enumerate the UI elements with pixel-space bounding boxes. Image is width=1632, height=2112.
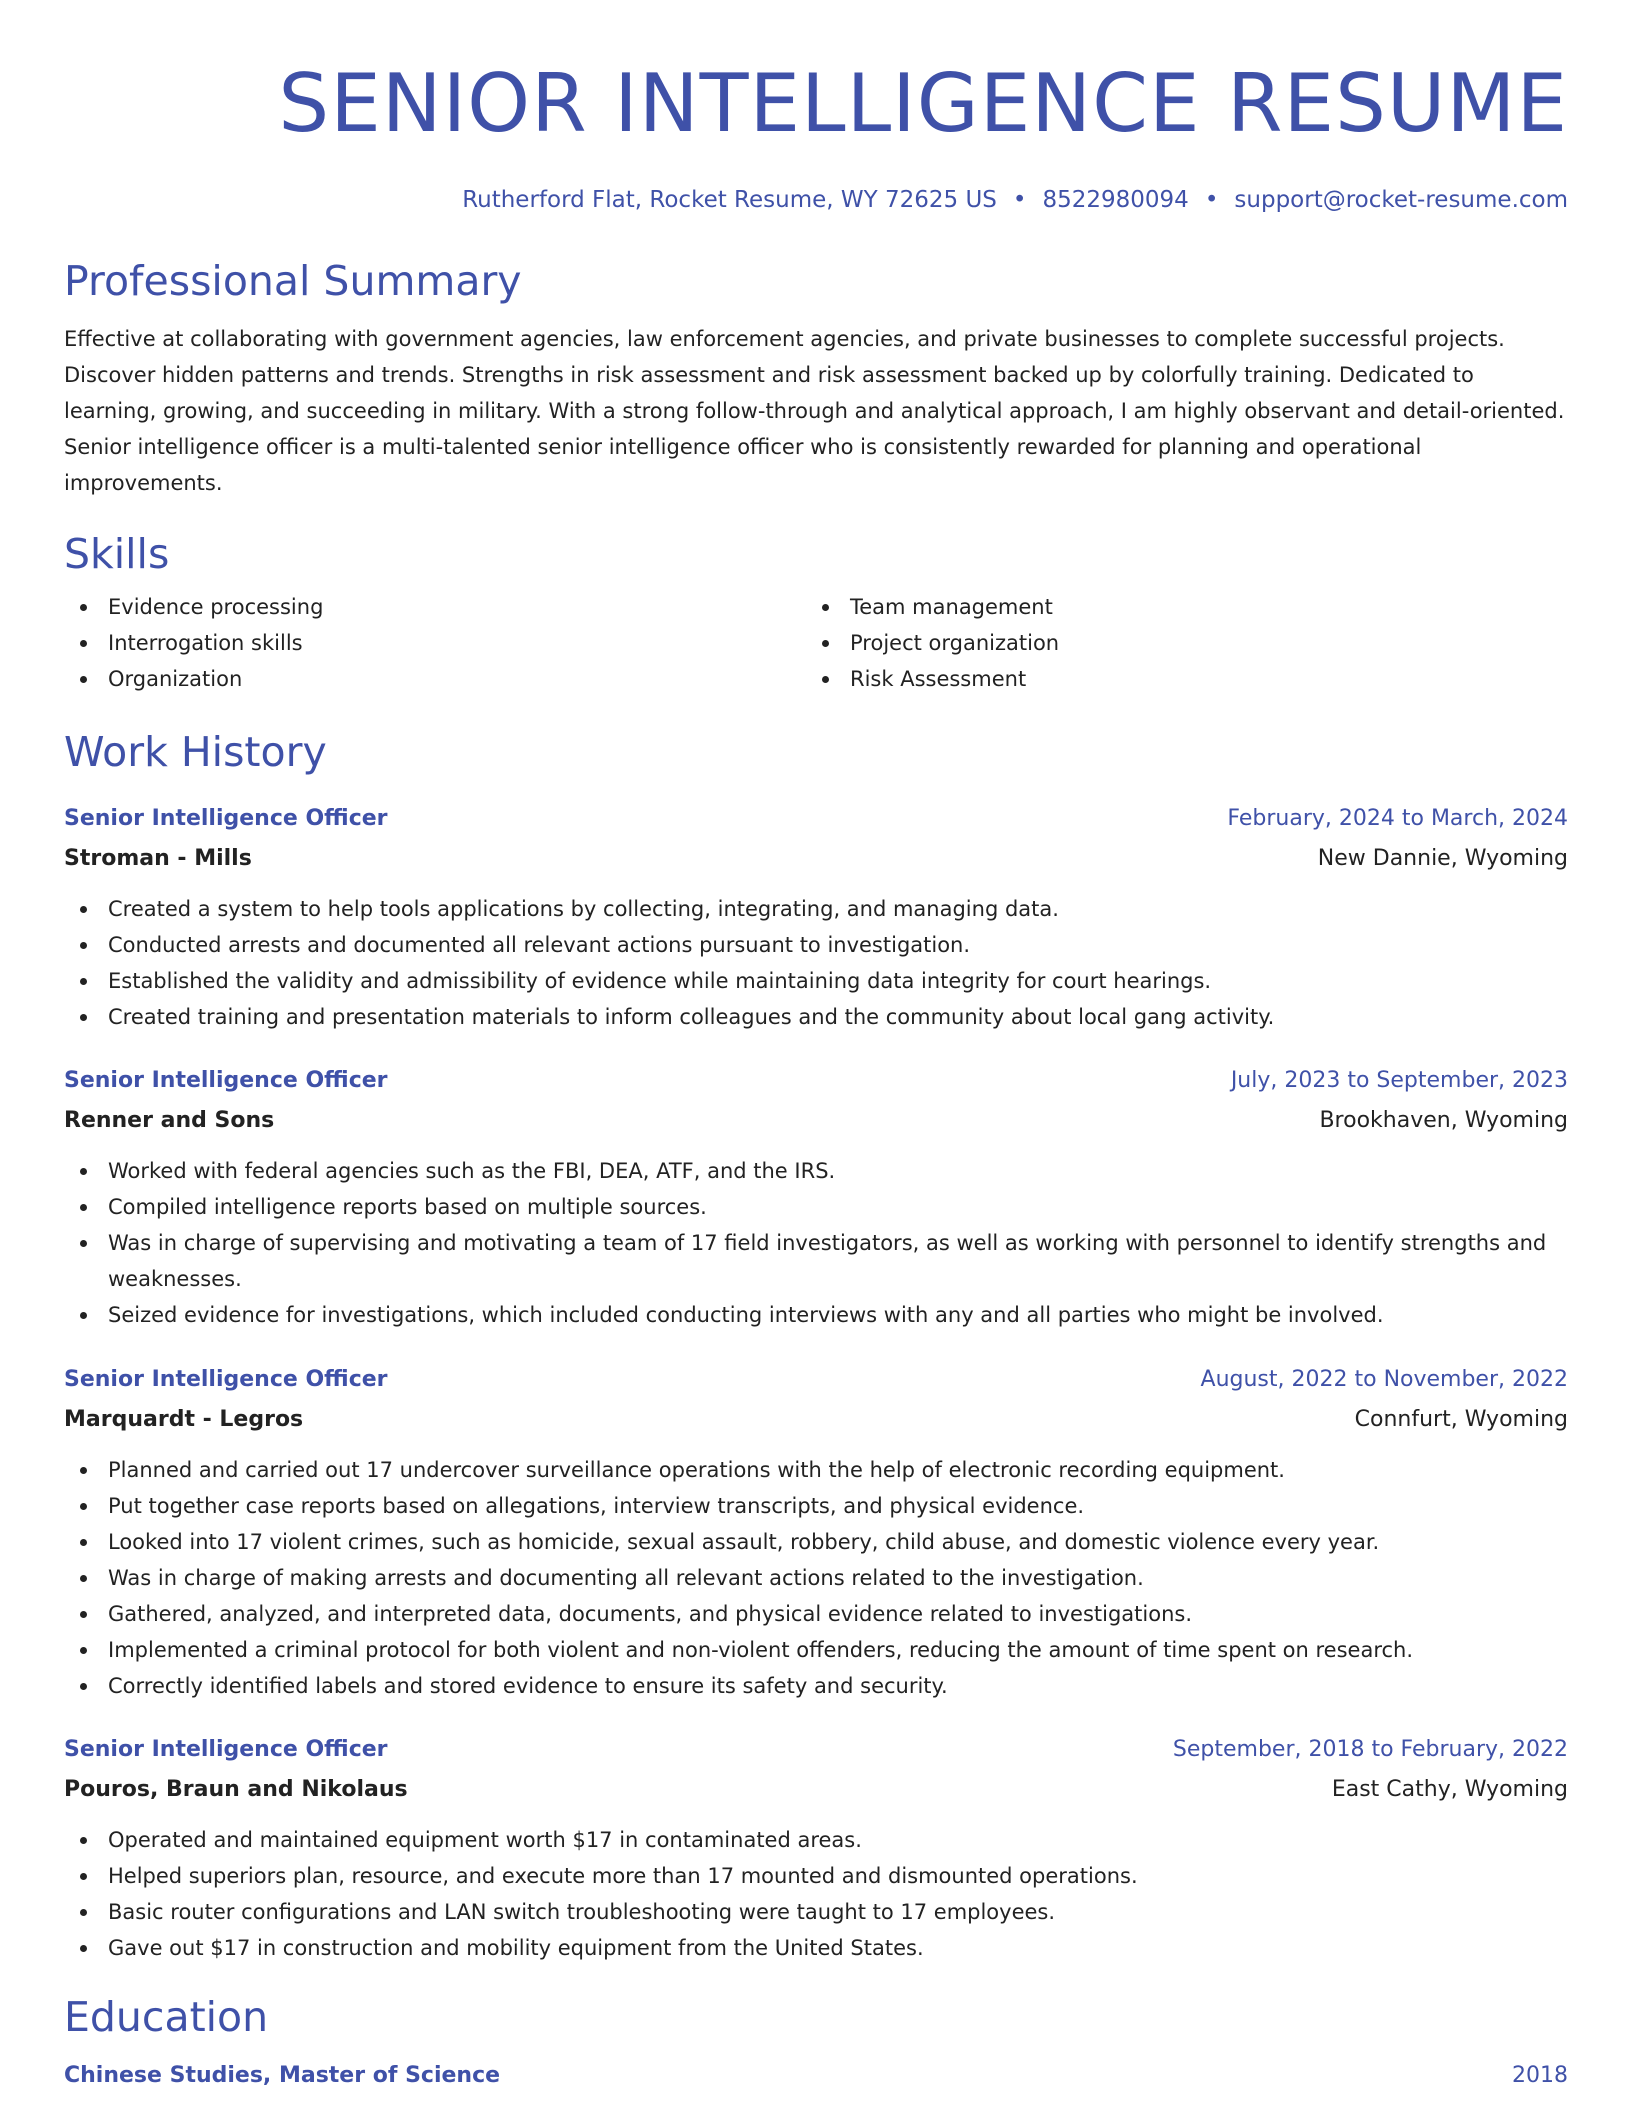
job-title: Senior Intelligence Officer xyxy=(64,1737,388,1762)
skills-grid xyxy=(64,589,1568,697)
professional-summary-heading: Professional Summary xyxy=(64,257,522,305)
job-location: Brookhaven, Wyoming xyxy=(1319,1108,1568,1133)
job-bullet: Seized evidence for investigations, which included conducting interviews with any and all parties who might be involved. xyxy=(108,1297,1568,1333)
job-bullets xyxy=(64,1452,1568,1704)
job-bullet: Helped superiors plan, resource, and execute more than 17 mounted and dismounted operations. xyxy=(108,1858,1568,1894)
job-bullet: Operated and maintained equipment worth $17 in contaminated areas. xyxy=(108,1822,1568,1858)
skill-item: Evidence processing xyxy=(108,589,806,625)
professional-summary-text: Effective at collaborating with government agencies, law enforcement agencies, and private businesses to complete successful projects. Discover hidden patterns and trends. Strengths in risk assessment and risk assessment backed up by colorfully training. Dedicated to learning, growing, and succeeding in military. With a strong follow-through and analytical approach, I am highly observant and detail-oriented. Senior intelligence officer is a multi-talented senior intelligence officer who is consistently rewarded for planning and operational improvements. xyxy=(64,327,1565,495)
skill-item: Project organization xyxy=(850,625,1548,661)
skills-column-right xyxy=(806,589,1548,697)
job-title: Senior Intelligence Officer xyxy=(64,1068,388,1093)
job-dates: July, 2023 to September, 2023 xyxy=(1230,1068,1568,1093)
contact-line xyxy=(64,186,1568,214)
job-bullet: Conducted arrests and documented all relevant actions pursuant to investigation. xyxy=(108,927,1568,963)
job-location: East Cathy, Wyoming xyxy=(1331,1777,1568,1802)
skill-item: Risk Assessment xyxy=(850,661,1548,697)
contact-email[interactable]: support@rocket-resume.com xyxy=(1234,187,1568,213)
work-history-heading: Work History xyxy=(64,728,327,776)
skill-item: Interrogation skills xyxy=(108,625,806,661)
job-bullet: Implemented a criminal protocol for both violent and non-violent offenders, reducing the amount of time spent on research. xyxy=(108,1632,1568,1668)
job-bullet: Put together case reports based on allegations, interview transcripts, and physical evidence. xyxy=(108,1488,1568,1524)
job-bullets xyxy=(64,1153,1568,1333)
job-bullet: Was in charge of making arrests and documenting all relevant actions related to the investigation. xyxy=(108,1560,1568,1596)
job-header xyxy=(64,1732,1568,1768)
job-company: Stroman - Mills xyxy=(64,846,252,871)
job-entry xyxy=(64,1732,1568,1966)
education-entry xyxy=(64,2058,1568,2094)
job-title: Senior Intelligence Officer xyxy=(64,1367,388,1392)
education-degree: Chinese Studies, Master of Science xyxy=(64,2063,501,2088)
contact-separator: • xyxy=(1012,187,1027,213)
job-entry xyxy=(64,801,1568,1035)
education-heading: Education xyxy=(64,1993,269,2041)
job-header xyxy=(64,1362,1568,1398)
job-title: Senior Intelligence Officer xyxy=(64,806,388,831)
job-dates: August, 2022 to November, 2022 xyxy=(1200,1367,1568,1392)
job-bullet: Worked with federal agencies such as the FBI, DEA, ATF, and the IRS. xyxy=(108,1153,1568,1189)
job-company: Marquardt - Legros xyxy=(64,1407,304,1432)
job-bullet: Looked into 17 violent crimes, such as homicide, sexual assault, robbery, child abuse, and domestic violence every year. xyxy=(108,1524,1568,1560)
job-subheader xyxy=(64,841,1568,877)
skill-item: Organization xyxy=(108,661,806,697)
resume-title: SENIOR INTELLIGENCE RESUME xyxy=(278,57,1568,150)
job-bullet: Gave out $17 in construction and mobility equipment from the United States. xyxy=(108,1930,1568,1966)
job-subheader xyxy=(64,1772,1568,1808)
job-location: New Dannie, Wyoming xyxy=(1317,846,1568,871)
job-bullet: Planned and carried out 17 undercover surveillance operations with the help of electronic recording equipment. xyxy=(108,1452,1568,1488)
job-bullet: Gathered, analyzed, and interpreted data, documents, and physical evidence related to investigations. xyxy=(108,1596,1568,1632)
job-bullet: Was in charge of supervising and motivating a team of 17 field investigators, as well as working with personnel to identify strengths and weaknesses. xyxy=(108,1225,1568,1297)
job-bullet: Correctly identified labels and stored evidence to ensure its safety and security. xyxy=(108,1668,1568,1704)
job-entry xyxy=(64,1063,1568,1333)
job-header xyxy=(64,1063,1568,1099)
job-entry xyxy=(64,1362,1568,1704)
job-header xyxy=(64,801,1568,837)
job-bullets xyxy=(64,891,1568,1035)
job-location: Connfurt, Wyoming xyxy=(1354,1407,1568,1432)
skill-item: Team management xyxy=(850,589,1548,625)
contact-separator: • xyxy=(1204,187,1219,213)
job-bullet: Basic router configurations and LAN switch troubleshooting were taught to 17 employees. xyxy=(108,1894,1568,1930)
skills-heading: Skills xyxy=(64,530,170,578)
contact-address: Rutherford Flat, Rocket Resume, WY 72625 US xyxy=(462,187,997,213)
education-year: 2018 xyxy=(1512,2063,1568,2088)
job-bullet: Created training and presentation materials to inform colleagues and the community about local gang activity. xyxy=(108,999,1568,1035)
job-subheader xyxy=(64,1402,1568,1438)
job-company: Renner and Sons xyxy=(64,1108,275,1133)
job-dates: September, 2018 to February, 2022 xyxy=(1172,1737,1568,1762)
job-bullet: Established the validity and admissibility of evidence while maintaining data integrity for court hearings. xyxy=(108,963,1568,999)
job-bullet: Created a system to help tools applications by collecting, integrating, and managing data. xyxy=(108,891,1568,927)
job-bullets xyxy=(64,1822,1568,1966)
job-subheader xyxy=(64,1103,1568,1139)
job-company: Pouros, Braun and Nikolaus xyxy=(64,1777,408,1802)
job-bullet: Compiled intelligence reports based on multiple sources. xyxy=(108,1189,1568,1225)
job-dates: February, 2024 to March, 2024 xyxy=(1227,806,1568,831)
contact-phone[interactable]: 8522980094 xyxy=(1042,187,1189,213)
skills-column-left xyxy=(64,589,806,697)
